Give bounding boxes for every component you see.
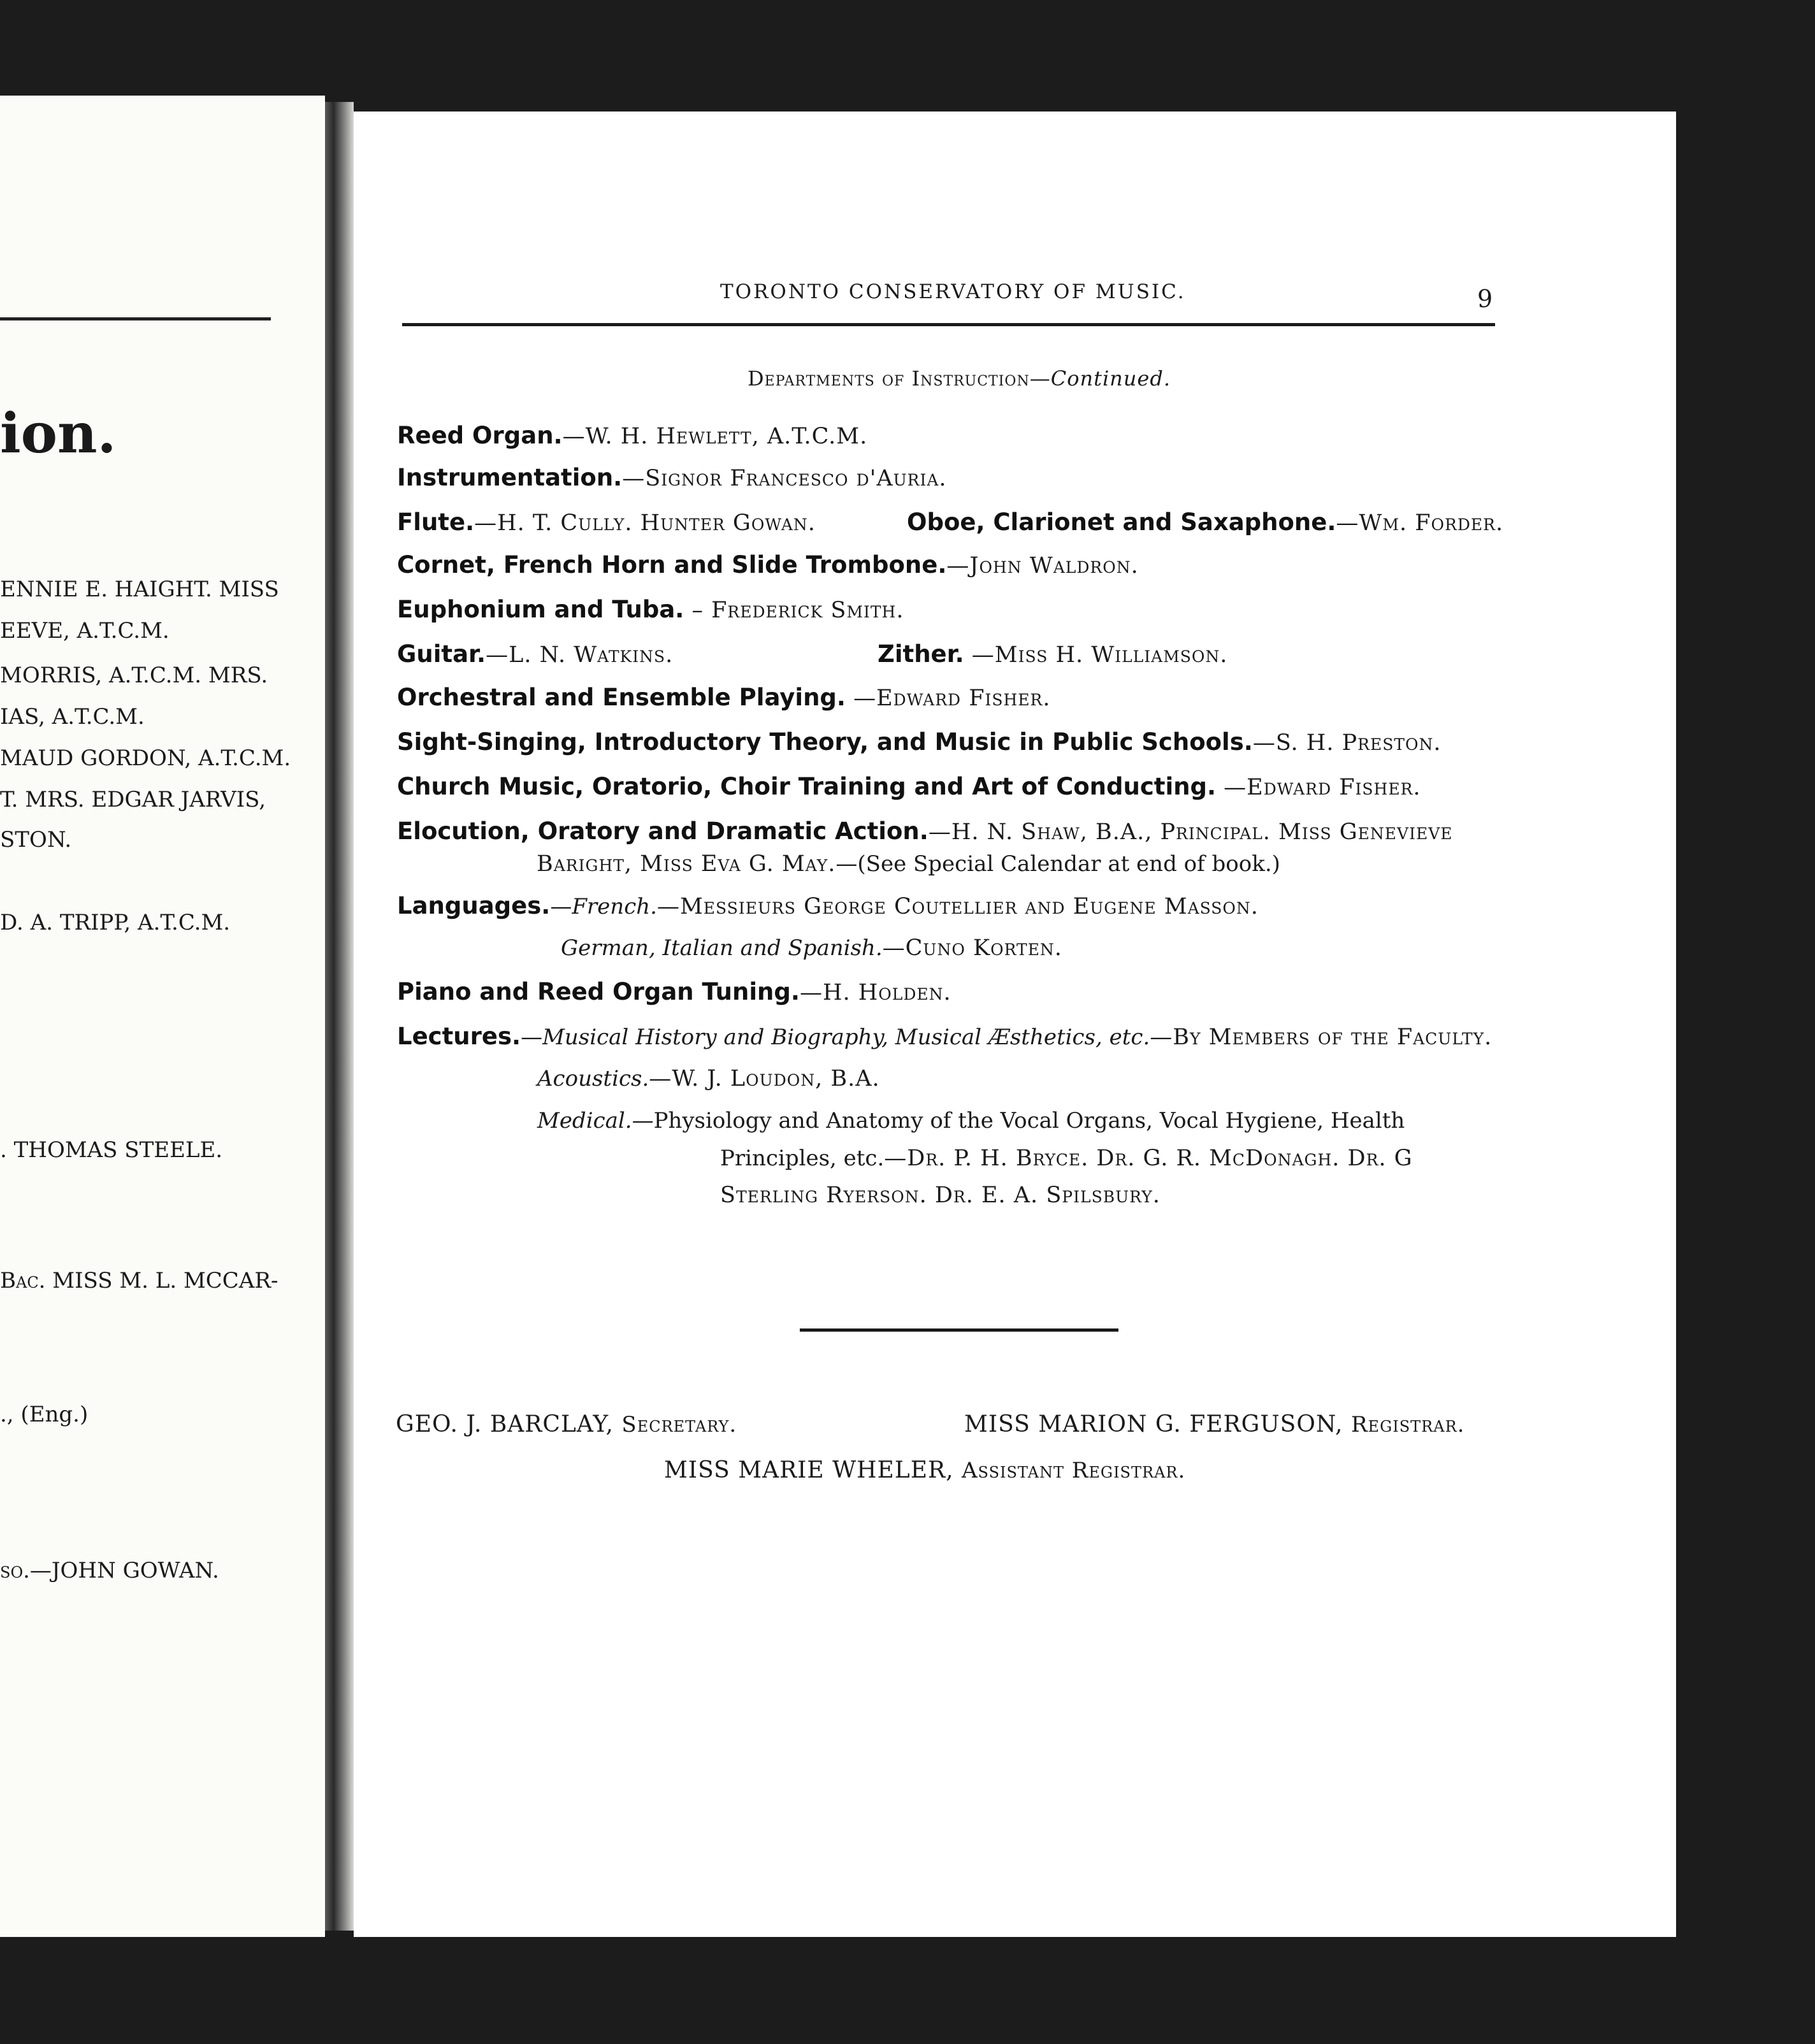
- subject: Instrumentation.: [397, 464, 623, 491]
- subject: Languages.: [397, 892, 551, 919]
- teacher: —Edward Fisher.: [1216, 775, 1421, 800]
- subject: Sight-Singing, Introductory Theory, and Music in Public Schools.: [397, 728, 1253, 756]
- entry-piano-tuning: [397, 978, 951, 1006]
- left-page-text-line: so.—JOHN GOWAN.: [0, 1558, 219, 1583]
- subject: Lectures.: [397, 1023, 521, 1050]
- subject: Reed Organ.: [397, 422, 563, 449]
- title: Assistant Registrar.: [962, 1458, 1186, 1483]
- name: MISS MARION G. FERGUSON,: [964, 1411, 1343, 1437]
- running-head: TORONTO CONSERVATORY OF MUSIC.: [720, 280, 1186, 303]
- subject: Euphonium and Tuba.: [397, 596, 684, 623]
- lecturers: —By Members of the Faculty.: [1150, 1025, 1493, 1050]
- dash: —: [550, 894, 572, 919]
- entry-orchestral: [397, 684, 1051, 712]
- left-page-rule: [0, 317, 271, 320]
- name: MISS MARIE WHELER,: [664, 1457, 954, 1483]
- staff-assistant-registrar: [664, 1457, 1185, 1483]
- teachers: —Cuno Korten.: [882, 935, 1062, 961]
- entry-elocution: [397, 817, 1453, 846]
- left-page-text-line: STON.: [0, 827, 72, 853]
- footer-rule: [800, 1328, 1118, 1332]
- lecturers: —Dr. P. H. Bryce. Dr. G. R. McDonagh. Dr. G: [884, 1146, 1413, 1171]
- entry-guitar: [397, 640, 673, 668]
- entry-cornet: [397, 551, 1139, 579]
- title: Registrar.: [1350, 1412, 1465, 1437]
- subject: Piano and Reed Organ Tuning.: [397, 978, 800, 1005]
- teacher: —H. T. Cully. Hunter Gowan.: [474, 510, 816, 536]
- entry-languages-line-2: [561, 935, 1062, 961]
- teacher: —W. H. Hewlett, A.T.C.M.: [562, 424, 868, 449]
- section-heading: [354, 366, 1565, 391]
- subject: Zither.: [878, 640, 964, 668]
- entry-flute: [397, 508, 816, 536]
- subject: Oboe, Clarionet and Saxaphone.: [907, 508, 1336, 536]
- section-heading-suffix: Continued.: [1050, 366, 1171, 391]
- lecture-label: Acoustics.: [537, 1066, 649, 1091]
- lecture-label: Medical.: [537, 1108, 632, 1134]
- entry-languages: [397, 892, 1259, 920]
- left-page-text-line: T. MRS. EDGAR JARVIS,: [0, 787, 266, 812]
- subject: Orchestral and Ensemble Playing.: [397, 684, 846, 711]
- staff-registrar: [964, 1411, 1464, 1437]
- description: Principles, etc.: [720, 1146, 885, 1171]
- teachers: —Messieurs George Coutellier and Eugene Masson.: [656, 894, 1259, 919]
- left-page: [0, 96, 325, 1937]
- left-page-text-line: EEVE, A.T.C.M.: [0, 618, 170, 644]
- staff-secretary: [396, 1411, 737, 1437]
- left-page-title-fragment: ion.: [0, 401, 117, 466]
- section-heading-main: Departments of Instruction—: [748, 366, 1051, 391]
- teacher: —L. N. Watkins.: [486, 642, 674, 668]
- language-label: German, Italian and Spanish.: [561, 935, 883, 961]
- right-page: [354, 112, 1676, 1937]
- page-number: 9: [1477, 285, 1493, 313]
- entry-lectures-medical-line-3: [720, 1182, 1161, 1209]
- entry-lectures-medical: [537, 1108, 1405, 1134]
- entry-euphonium: [397, 596, 904, 624]
- entry-lectures-acoustics: [537, 1065, 880, 1092]
- teacher: —Miss H. Williamson.: [964, 642, 1228, 668]
- lecturer: —W. J. Loudon, B.A.: [649, 1066, 880, 1091]
- teacher: —S. H. Preston.: [1252, 730, 1442, 756]
- entry-elocution-line-2: [537, 851, 1280, 877]
- book-gutter: [325, 102, 354, 1931]
- left-page-text-line: . THOMAS STEELE.: [0, 1137, 223, 1163]
- left-page-text-line: IAS, A.T.C.M.: [0, 704, 145, 730]
- entry-zither: [878, 640, 1227, 668]
- lecturers: Sterling Ryerson. Dr. E. A. Spilsbury.: [720, 1183, 1161, 1208]
- left-page-text-line: Bac. MISS M. L. MCCAR-: [0, 1268, 278, 1293]
- entry-sight-singing: [397, 728, 1442, 756]
- entry-lectures: [397, 1023, 1492, 1051]
- entry-instrumentation: [397, 464, 947, 492]
- entry-church-music: [397, 773, 1421, 801]
- teacher: —H. N. Shaw, B.A., Principal. Miss Genevieve: [928, 819, 1453, 845]
- entry-oboe: [907, 508, 1503, 536]
- dash: —: [521, 1025, 543, 1050]
- teachers: Baright, Miss Eva G. May.: [537, 851, 836, 877]
- subject: Cornet, French Horn and Slide Trombone.: [397, 551, 947, 579]
- left-page-text-line: MORRIS, A.T.C.M. MRS.: [0, 663, 268, 688]
- teacher: —Edward Fisher.: [845, 686, 1051, 711]
- subject: Church Music, Oratorio, Choir Training and Art of Conducting.: [397, 773, 1217, 800]
- description: —Physiology and Anatomy of the Vocal Organs, Vocal Hygiene, Health: [632, 1108, 1405, 1134]
- entry-lectures-medical-line-2: [720, 1145, 1413, 1172]
- subject: Elocution, Oratory and Dramatic Action.: [397, 817, 929, 845]
- note: —(See Special Calendar at end of book.): [835, 851, 1280, 877]
- teacher: —John Waldron.: [946, 553, 1139, 579]
- left-page-text-line: ENNIE E. HAIGHT. MISS: [0, 577, 279, 602]
- header-rule: [402, 323, 1495, 326]
- teacher: —H. Holden.: [799, 980, 951, 1005]
- lecture-label: Musical History and Biography, Musical Æsthetics, etc.: [542, 1025, 1150, 1050]
- language-label: French.: [572, 894, 657, 919]
- subject: Guitar.: [397, 640, 486, 668]
- left-page-text-line: MAUD GORDON, A.T.C.M.: [0, 745, 291, 771]
- teacher: —Wm. Forder.: [1336, 510, 1504, 536]
- left-page-text-line: D. A. TRIPP, A.T.C.M.: [0, 910, 231, 935]
- entry-reed-organ: [397, 422, 867, 450]
- name: GEO. J. BARCLAY,: [396, 1411, 614, 1437]
- teacher: —Signor Francesco d'Auria.: [622, 466, 947, 491]
- left-page-text-line: ., (Eng.): [0, 1402, 89, 1427]
- subject: Flute.: [397, 508, 475, 536]
- teacher: – Frederick Smith.: [684, 598, 904, 623]
- title: Secretary.: [621, 1412, 737, 1437]
